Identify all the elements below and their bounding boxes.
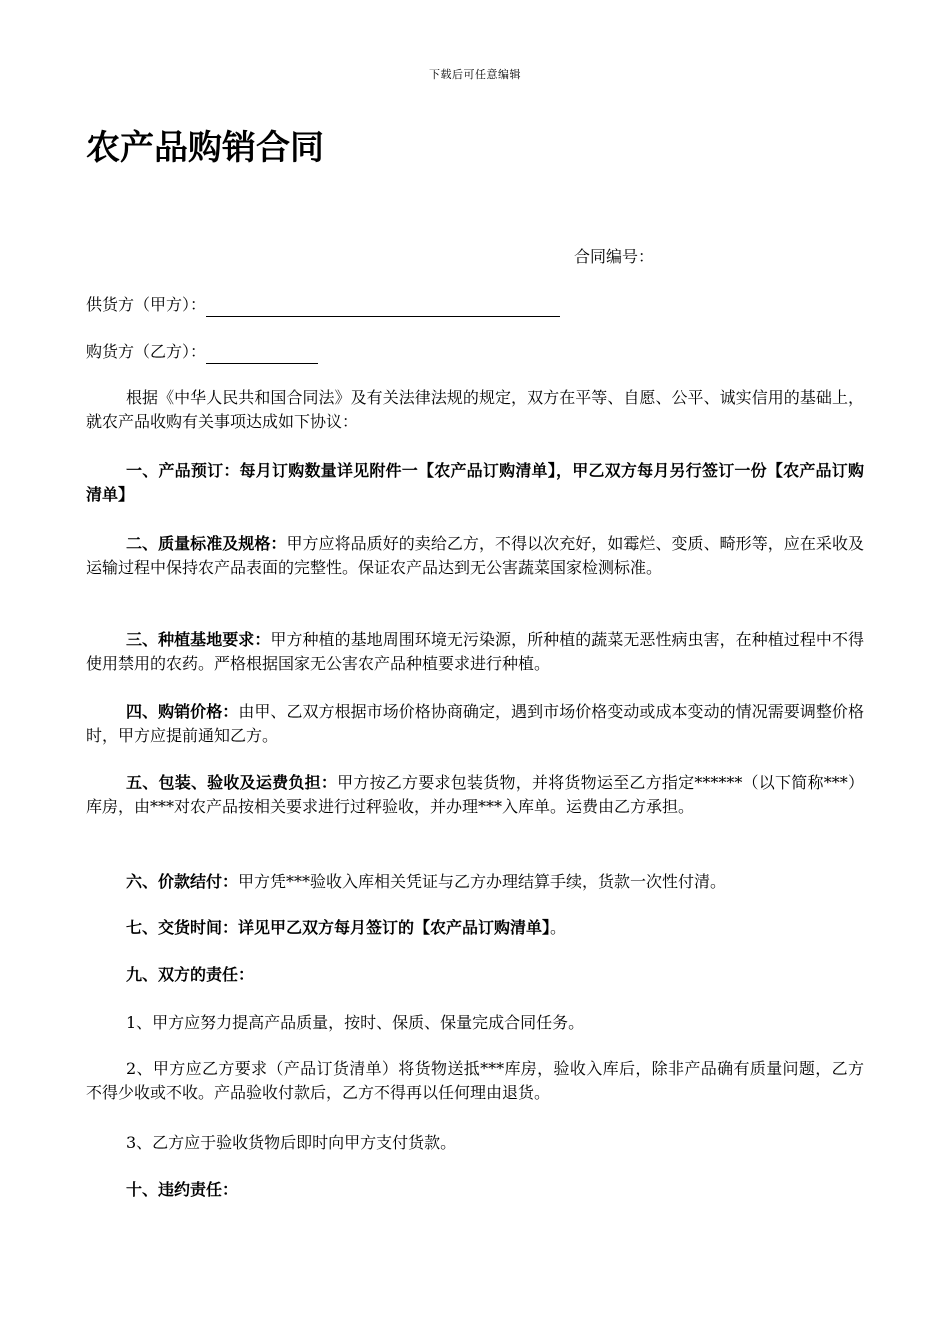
- buyer-blank-field[interactable]: [206, 343, 318, 364]
- clause-6-body: 甲方凭***验收入库相关凭证与乙方办理结算手续，货款一次性付清。: [238, 872, 727, 891]
- clause-7: [86, 916, 864, 940]
- supplier-line: [86, 293, 560, 317]
- clause-10-heading: 十、违约责任：: [126, 1180, 239, 1199]
- clause-9-heading: 九、双方的责任：: [126, 965, 255, 984]
- clause-1: [86, 459, 864, 507]
- clause-7-heading: 七、交货时间：详见甲乙双方每月签订的【农产品订购清单】: [126, 918, 551, 937]
- clause-1-heading: 一、产品预订：每月订购数量详见附件一【农产品订购清单】，甲乙双方每月另行签订一份【农产品订购清单】: [86, 461, 864, 504]
- responsibility-1: 1、甲方应努力提高产品质量，按时、保质、保量完成合同任务。: [126, 1013, 585, 1032]
- clause-4-heading: 四、购销价格：: [126, 702, 239, 721]
- clause-10: [86, 1178, 864, 1202]
- responsibility-2: 2、甲方应乙方要求（产品订货清单）将货物送抵***库房，验收入库后，除非产品确有质量问题，乙方不得少收或不收。产品验收付款后，乙方不得再以任何理由退货。: [86, 1059, 864, 1102]
- clause-3: [86, 628, 864, 676]
- clause-7-body: 。: [550, 918, 567, 937]
- clause-2-body: 甲方应将品质好的卖给乙方，不得以次充好，如霉烂、变质、畸形等，应在采收及运输过程中保持农产品表面的完整性。保证农产品达到无公害蔬菜国家检测标准。: [86, 534, 864, 577]
- buyer-line: [86, 340, 318, 364]
- clause-3-body: 甲方种植的基地周围环境无污染源，所种植的蔬菜无恶性病虫害，在种植过程中不得使用禁用的农药。严格根据国家无公害农产品种植要求进行种植。: [86, 630, 864, 673]
- buyer-label: 购货方（乙方）：: [86, 342, 207, 361]
- contract-number-label: 合同编号：: [574, 247, 655, 266]
- clause-9: [86, 963, 864, 987]
- clause-5-heading: 五、包装、验收及运费负担：: [126, 773, 338, 792]
- supplier-label: 供货方（甲方）：: [86, 295, 207, 314]
- clause-5: [86, 771, 864, 819]
- clause-6: [86, 870, 864, 894]
- clause-3-heading: 三、种植基地要求：: [126, 630, 271, 649]
- header-note: 下载后可任意编辑: [429, 68, 521, 81]
- document-title: 农产品购销合同: [86, 128, 324, 168]
- intro-paragraph: 根据《中华人民共和国合同法》及有关法律法规的规定，双方在平等、自愿、公平、诚实信用的基础上，就农产品收购有关事项达成如下协议：: [86, 388, 864, 431]
- supplier-blank-field[interactable]: [206, 296, 560, 317]
- clause-6-heading: 六、价款结付：: [126, 872, 239, 891]
- clause-2-heading: 二、质量标准及规格：: [126, 534, 287, 553]
- clause-2: [86, 532, 864, 580]
- clause-5-body: 甲方按乙方要求包装货物，并将货物运至乙方指定******（以下简称***）库房，由***对农产品按相关要求进行过秤验收，并办理***入库单。运费由乙方承担。: [86, 773, 864, 816]
- responsibility-3: 3、乙方应于验收货物后即时向甲方支付货款。: [126, 1133, 457, 1152]
- clause-4-body: 由甲、乙双方根据市场价格协商确定，遇到市场价格变动或成本变动的情况需要调整价格时，甲方应提前通知乙方。: [86, 702, 864, 745]
- clause-4: [86, 700, 864, 748]
